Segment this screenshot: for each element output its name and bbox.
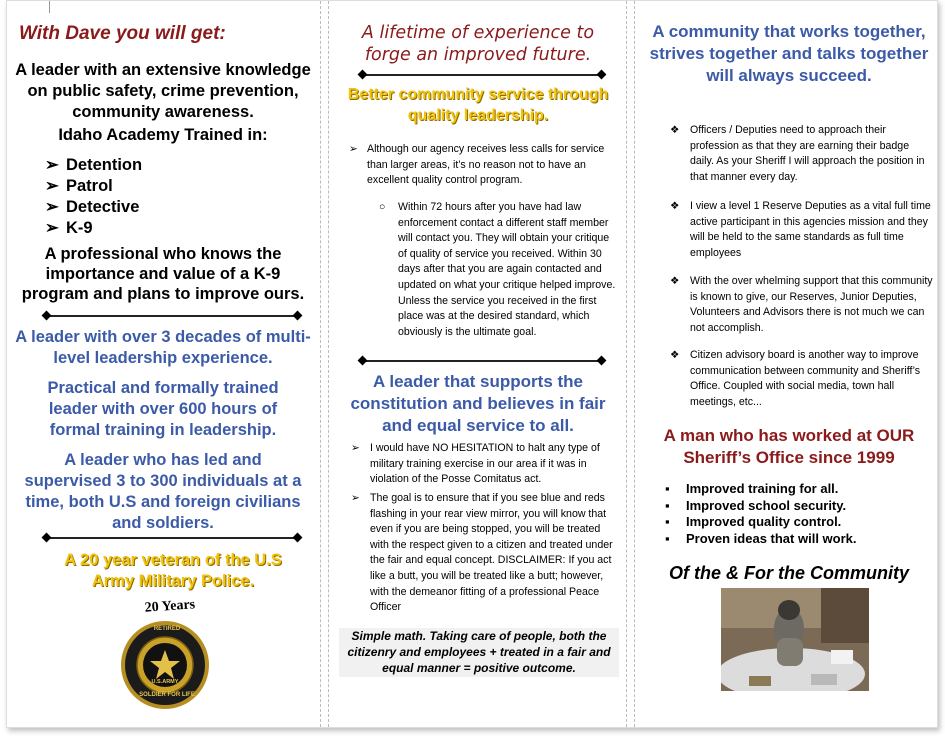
- column-right: [643, 1, 935, 727]
- col3-heading: A community that works together, strives together and talks together will always succeed.: [649, 22, 929, 85]
- list-item: ➢ Detention: [45, 156, 143, 174]
- k9-text: A professional who knows the importance and value of a K-9 program and plans to improve ours.: [21, 245, 305, 303]
- list-item: ➢ K-9: [45, 219, 93, 237]
- seal-center-text: U.S.ARMY: [151, 679, 179, 685]
- leadership-text-3: A leader who has led and supervised 3 to 300 individuals at a time, both U.S and foreign civilians and soldiers.: [24, 451, 302, 532]
- column-middle: [337, 1, 619, 727]
- col1-intro: A leader with an extensive knowledge on public safety, crime prevention, community awareness.: [15, 61, 311, 121]
- arrow-bullet-icon: ➢: [45, 177, 59, 195]
- constitution-heading: A leader that supports the constitution and believes in fair and equal service to all.: [350, 372, 606, 435]
- community-item: ❖ I view a level 1 Reserve Deputies as a vital full time active participant in this agencies mission and they will be held to the same standards as full time employees: [670, 200, 931, 259]
- column-left: [13, 1, 313, 727]
- column-guide: [320, 1, 321, 727]
- leadership-text-2: Practical and formally trained leader with over 600 hours of formal training in leadership.: [47, 379, 279, 439]
- arrow-bullet-icon: ➢: [349, 143, 358, 155]
- list-item: ➢ Patrol: [45, 177, 113, 195]
- arrow-bullet-icon: ➢: [45, 156, 59, 174]
- diamond-bullet-icon: ❖: [670, 124, 680, 136]
- square-bullet-icon: ▪: [665, 514, 670, 529]
- divider: [41, 312, 303, 320]
- arrow-bullet-icon: ➢: [45, 198, 59, 216]
- community-item: ❖ Citizen advisory board is another way to improve communication between community and Sheriff’s Office. Coupled with social media, town hall meetings, etc...: [670, 349, 921, 408]
- column-guide: [328, 1, 329, 727]
- seal-years-text: 20 Years: [144, 597, 196, 616]
- arrow-bullet-icon: ➢: [45, 219, 59, 237]
- diamond-bullet-icon: ❖: [670, 200, 680, 212]
- brochure-page: [6, 0, 938, 728]
- square-bullet-icon: ▪: [665, 481, 670, 496]
- diamond-bullet-icon: ❖: [670, 275, 680, 287]
- simple-math-footer: Simple math. Taking care of people, both the citizenry and employees + treated in a fair and equal manner = positive outcome.: [339, 628, 619, 677]
- column-guide: [634, 1, 635, 727]
- list-item: ▪ Improved training for all.: [665, 481, 839, 496]
- posse-bullet: ➢ I would have NO HESITATION to halt any type of military training exercise in our area if it was in violation of the Posse Comitatus act.: [351, 442, 600, 486]
- col1-heading: With Dave you will get:: [19, 23, 226, 44]
- improvements-list: [665, 481, 857, 547]
- arrow-bullet-icon: ➢: [351, 492, 360, 504]
- army-retired-seal: [117, 597, 217, 707]
- divider: [357, 71, 607, 79]
- col2-heading: A lifetime of experience to forge an improved future.: [361, 23, 595, 65]
- followup-sub-bullet: ○ Within 72 hours after you have had law enforcement contact a different staff member will contact you. They will obtain your critique of quality of service you received. Within 30 days after that you are again contacted and updated on what your critique helped improve. Unless the service you received in the first place was at the desired standard, which obviously is the ultimate goal.: [379, 201, 616, 338]
- diamond-bullet-icon: ❖: [670, 349, 680, 361]
- seal-ring-top: RETIRED: [153, 626, 181, 632]
- list-item: ▪ Proven ideas that will work.: [665, 530, 857, 546]
- divider: [41, 534, 303, 542]
- col2-subheading: Better community service through quality leadership.: [347, 86, 609, 124]
- trained-list: [45, 155, 142, 239]
- trained-heading: Idaho Academy Trained in:: [58, 126, 268, 144]
- worked-heading: A man who has worked at OUR Sheriff’s Office since 1999: [663, 426, 915, 467]
- column-guide: [626, 1, 627, 727]
- square-bullet-icon: ▪: [665, 497, 670, 513]
- list-item: ▪ Improved school security.: [665, 497, 847, 513]
- seal-ring-bottom: SOLDIER FOR LIFE: [139, 692, 195, 698]
- arrow-bullet-icon: ➢: [351, 442, 360, 454]
- k9-dog-photo: [721, 588, 869, 691]
- list-item: ➢ Detective: [45, 198, 140, 216]
- leadership-text-1: A leader with over 3 decades of multi-level leadership experience.: [15, 328, 311, 367]
- divider: [357, 357, 607, 365]
- circle-bullet-icon: ○: [379, 201, 386, 213]
- community-item: ❖ Officers / Deputies need to approach their profession as that they are earning their badge daily. As your Sheriff I will approach the position in that manner every day.: [670, 124, 925, 183]
- column-guide: [937, 1, 938, 727]
- list-item: ▪ Improved quality control.: [665, 514, 842, 529]
- quality-bullet: ➢ Although our agency receives less calls for service than larger areas, it’s no reason not to have an excellent quality control program.: [349, 143, 605, 187]
- tagline: Of the & For the Community: [669, 563, 909, 583]
- veteran-text: A 20 year veteran of the U.S Army Military Police.: [64, 551, 282, 590]
- community-item: ❖ With the over whelming support that this community is known to give, our Reserves, Junior Deputies, Volunteers and Advisors there is not much we can not accomplish.: [670, 275, 933, 334]
- traffic-stop-bullet: ➢ The goal is to ensure that if you see blue and reds flashing in your rear view mirror, you will know that even if you are being stopped, you will be treated with the respect given to a citizen and treated under the fair and equal concept. DISCLAIMER: If you act like a butt, you will be treated like a butt; however, with the demeanor fitting of a professional Peace Officer: [351, 492, 613, 614]
- square-bullet-icon: ▪: [665, 530, 670, 546]
